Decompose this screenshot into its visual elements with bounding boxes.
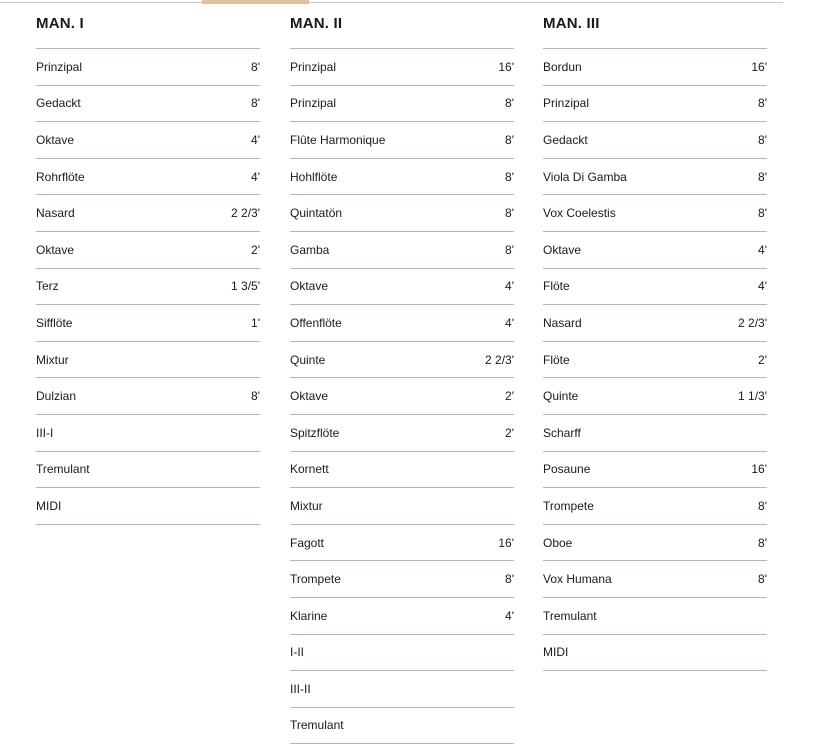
stop-row: [543, 342, 767, 379]
stop-row: [290, 708, 514, 744]
stop-row: [290, 561, 514, 598]
stop-name: Oktave: [36, 242, 75, 257]
stop-pitch: 8': [758, 572, 767, 587]
stop-row: [543, 415, 767, 452]
stop-pitch: 4': [251, 132, 260, 147]
stop-row: [36, 269, 260, 306]
stop-row: [290, 86, 514, 123]
stop-row: [543, 305, 767, 342]
stop-row: [290, 635, 514, 672]
stop-name: Prinzipal: [290, 59, 337, 74]
stop-list: [36, 48, 260, 525]
stop-row: [36, 122, 260, 159]
stop-pitch: 2': [505, 389, 514, 404]
stop-name: Scharff: [543, 425, 581, 440]
stop-pitch: 8': [758, 96, 767, 111]
stop-name: Posaune: [543, 462, 591, 477]
stop-name: Klarine: [290, 608, 328, 623]
stop-row: [36, 378, 260, 415]
stop-name: Vox Coelestis: [543, 206, 616, 221]
stop-row: [543, 635, 767, 672]
stop-name: Oktave: [36, 132, 75, 147]
stop-list: [290, 48, 514, 744]
stop-name: Tremulant: [290, 718, 344, 733]
stop-pitch: 8': [505, 242, 514, 257]
stop-pitch: 16': [498, 535, 514, 550]
stop-row: [290, 232, 514, 269]
stop-row: [543, 86, 767, 123]
stop-pitch: 8': [505, 169, 514, 184]
manual-title: MAN. II: [290, 15, 343, 32]
stop-row: [543, 378, 767, 415]
stop-pitch: 2 2/3': [231, 206, 260, 221]
stop-name: MIDI: [543, 645, 569, 660]
stop-row: [543, 452, 767, 489]
stop-row: [290, 49, 514, 86]
stop-name: Bordun: [543, 59, 582, 74]
stop-pitch: 8': [505, 572, 514, 587]
stop-row: [36, 49, 260, 86]
stop-pitch: 1': [251, 315, 260, 330]
stop-row: [543, 525, 767, 562]
stop-name: I-II: [290, 645, 304, 660]
stop-pitch: 8': [251, 59, 260, 74]
stop-pitch: 8': [758, 132, 767, 147]
stop-row: [36, 86, 260, 123]
stop-pitch: 16': [751, 462, 767, 477]
stop-row: [36, 195, 260, 232]
stop-name: Prinzipal: [36, 59, 83, 74]
stop-name: Oktave: [290, 389, 329, 404]
stop-row: [543, 269, 767, 306]
stop-pitch: 8': [251, 389, 260, 404]
stop-name: III-I: [36, 425, 54, 440]
stop-name: Flöte: [543, 352, 570, 367]
stop-name: Oboe: [543, 535, 573, 550]
stop-pitch: 4': [758, 242, 767, 257]
stop-row: [290, 269, 514, 306]
stop-pitch: 8': [758, 206, 767, 221]
stop-pitch: 2 2/3': [738, 315, 767, 330]
stop-row: [290, 122, 514, 159]
stop-pitch: 1 3/5': [231, 279, 260, 294]
stop-pitch: 8': [758, 169, 767, 184]
stop-row: [36, 305, 260, 342]
stop-name: Sifflöte: [36, 315, 73, 330]
stop-name: MIDI: [36, 498, 62, 513]
stop-name: Tremulant: [36, 462, 90, 477]
stop-name: Trompete: [290, 572, 341, 587]
stop-row: [36, 415, 260, 452]
stop-name: Mixtur: [290, 498, 323, 513]
stop-row: [36, 342, 260, 379]
stop-pitch: 1 1/3': [738, 389, 767, 404]
stop-name: Tremulant: [543, 608, 597, 623]
stop-row: [36, 159, 260, 196]
stop-row: [290, 488, 514, 525]
stop-pitch: 2': [758, 352, 767, 367]
manual-title: MAN. I: [36, 15, 84, 32]
stop-pitch: 4': [505, 315, 514, 330]
stop-name: Mixtur: [36, 352, 69, 367]
stop-pitch: 8': [758, 498, 767, 513]
stop-row: [290, 525, 514, 562]
stop-pitch: 8': [505, 132, 514, 147]
stop-row: [36, 232, 260, 269]
stop-row: [290, 195, 514, 232]
stop-name: Nasard: [543, 315, 582, 330]
stop-name: Oktave: [290, 279, 329, 294]
stop-name: Trompete: [543, 498, 594, 513]
stop-pitch: 4': [505, 279, 514, 294]
top-divider: [0, 2, 783, 3]
stop-name: Quintatön: [290, 206, 343, 221]
stop-name: Terz: [36, 279, 59, 294]
stop-row: [290, 378, 514, 415]
stop-name: Hohlflöte: [290, 169, 338, 184]
stop-row: [290, 598, 514, 635]
stop-name: Nasard: [36, 206, 75, 221]
stop-row: [543, 159, 767, 196]
stop-pitch: 8': [505, 206, 514, 221]
stop-name: Gedackt: [543, 132, 588, 147]
stop-row: [290, 305, 514, 342]
stop-row: [543, 561, 767, 598]
stop-row: [290, 159, 514, 196]
stop-row: [543, 598, 767, 635]
stop-name: Prinzipal: [290, 96, 337, 111]
stop-name: Dulzian: [36, 389, 77, 404]
stop-name: Flûte Harmonique: [290, 132, 386, 147]
stop-row: [290, 415, 514, 452]
stop-name: Quinte: [543, 389, 579, 404]
stop-row: [290, 452, 514, 489]
stop-row: [36, 452, 260, 489]
stop-name: Spitzflöte: [290, 425, 340, 440]
stop-row: [290, 671, 514, 708]
active-tab-indicator: [202, 0, 309, 4]
stop-pitch: 4': [758, 279, 767, 294]
stop-name: Rohrflöte: [36, 169, 85, 184]
stop-pitch: 8': [505, 96, 514, 111]
stop-name: III-II: [290, 681, 311, 696]
stop-row: [36, 488, 260, 525]
stop-pitch: 8': [251, 96, 260, 111]
stop-pitch: 2 2/3': [485, 352, 514, 367]
stop-name: Quinte: [290, 352, 326, 367]
stop-name: Gedackt: [36, 96, 81, 111]
stop-name: Fagott: [290, 535, 325, 550]
stop-name: Vox Humana: [543, 572, 612, 587]
stop-pitch: 16': [498, 59, 514, 74]
stop-pitch: 2': [251, 242, 260, 257]
stop-pitch: 4': [505, 608, 514, 623]
stop-name: Oktave: [543, 242, 582, 257]
stop-pitch: 2': [505, 425, 514, 440]
stop-name: Offenflöte: [290, 315, 342, 330]
stop-pitch: 16': [751, 59, 767, 74]
stop-pitch: 8': [758, 535, 767, 550]
stop-row: [543, 122, 767, 159]
stop-row: [290, 342, 514, 379]
stop-name: Gamba: [290, 242, 330, 257]
stop-row: [543, 49, 767, 86]
stop-row: [543, 195, 767, 232]
stop-list: [543, 48, 767, 671]
stop-pitch: 4': [251, 169, 260, 184]
stop-name: Viola Di Gamba: [543, 169, 627, 184]
manual-title: MAN. III: [543, 15, 600, 32]
stop-name: Kornett: [290, 462, 329, 477]
stop-row: [543, 488, 767, 525]
stop-name: Flöte: [543, 279, 570, 294]
stop-name: Prinzipal: [543, 96, 590, 111]
stop-row: [543, 232, 767, 269]
